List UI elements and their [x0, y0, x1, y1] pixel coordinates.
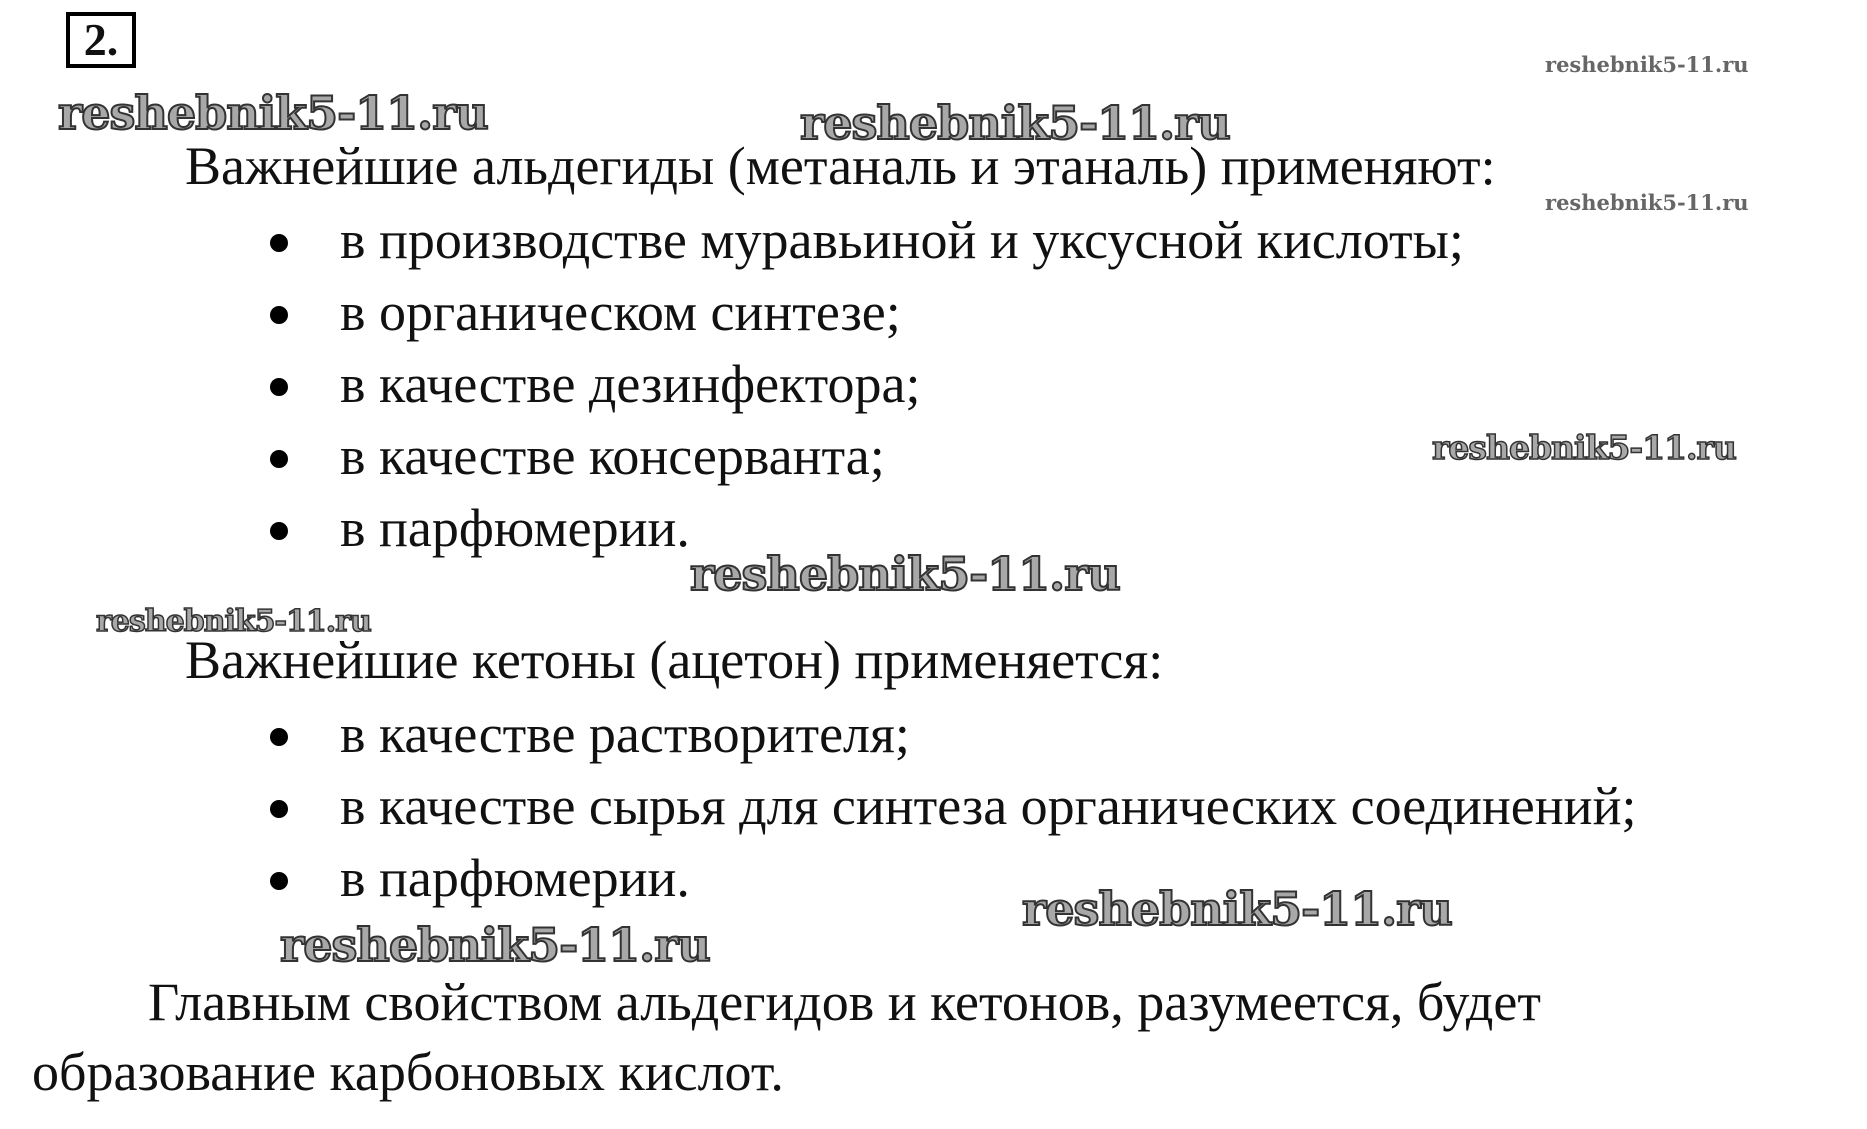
watermark: reshebnik5-11.ru [1432, 428, 1736, 467]
bullet-icon [270, 450, 288, 468]
list-item-text: в качестве дезинфектора; [340, 354, 921, 414]
watermark: reshebnik5-11.ru [96, 604, 371, 639]
bullet-icon [270, 234, 288, 252]
conclusion-line-1: Главным свойством альдегидов и кетонов, разумеется, будет [148, 972, 1541, 1032]
conclusion-line-2: образование карбоновых кислот. [32, 1042, 784, 1102]
bullet-icon [270, 522, 288, 540]
list-item-text: в качестве растворителя; [340, 704, 910, 764]
task-number: 2. [83, 14, 119, 65]
task-number-box [66, 12, 136, 68]
list-item-text: в производстве муравьиной и уксусной кислоты; [340, 210, 1464, 270]
watermark: reshebnik5-11.ru [690, 547, 1120, 601]
watermark: reshebnik5-11.ru [1545, 52, 1749, 77]
list-item-text: в качестве консерванта; [340, 426, 885, 486]
bullet-icon [270, 872, 288, 890]
bullet-icon [270, 306, 288, 324]
list-item-text: в качестве сырья для синтеза органических соединений; [340, 776, 1637, 836]
list-item-text: в парфюмерии. [340, 848, 690, 908]
list-item-text: в парфюмерии. [340, 498, 690, 558]
watermark: reshebnik5-11.ru [800, 96, 1230, 150]
bullet-icon [270, 800, 288, 818]
aldehydes-heading: Важнейшие альдегиды (метаналь и этаналь) применяют: [185, 136, 1496, 196]
watermark: reshebnik5-11.ru [58, 86, 488, 140]
bullet-icon [270, 378, 288, 396]
watermark: reshebnik5-11.ru [1545, 190, 1749, 215]
bullet-icon [270, 728, 288, 746]
list-item-text: в органическом синтезе; [340, 282, 901, 342]
watermark: reshebnik5-11.ru [1022, 882, 1452, 936]
ketones-heading: Важнейшие кетоны (ацетон) применяется: [185, 630, 1164, 690]
watermark: reshebnik5-11.ru [280, 918, 710, 972]
